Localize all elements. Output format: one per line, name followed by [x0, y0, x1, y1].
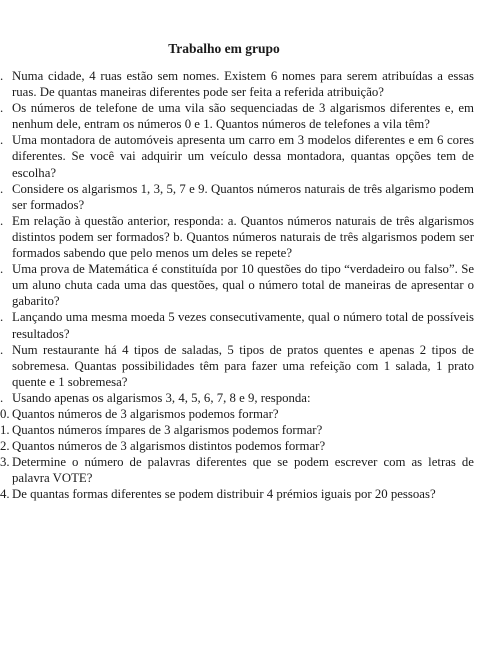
question-item — [0, 100, 478, 132]
question-text: Quantos números de 3 algarismos podemos formar? — [12, 406, 279, 421]
question-text: Quantos números de 3 algarismos distintos podemos formar? — [12, 439, 326, 454]
question-text: Numa cidade, 4 ruas estão sem nomes. Existem 6 nomes para serem atribuídas a essas ruas. De quantas maneiras diferentes pode ser feita a referida atribuição? — [12, 69, 474, 100]
question-text: Quantos números ímpares de 3 algarismos podemos formar? — [12, 423, 323, 438]
question-text: De quantas formas diferentes se podem distribuir 4 prémios iguais por 20 pessoas? — [12, 487, 436, 502]
question-number: 1. — [0, 423, 10, 438]
question-number: . — [0, 69, 4, 83]
question-number: 2. — [0, 439, 10, 454]
question-item — [0, 213, 478, 261]
question-item — [0, 454, 478, 486]
question-item — [0, 486, 478, 502]
question-number: . — [0, 262, 4, 277]
question-text: Considere os algarismos 1, 3, 5, 7 e 9. Quantos números naturais de três algarismo podem ser formados? — [12, 181, 474, 212]
question-text: Determine o número de palavras diferentes que se podem escrever com as letras de palavra VOTE? — [12, 455, 474, 486]
question-number: . — [0, 181, 4, 196]
question-item — [0, 422, 478, 438]
question-text: Lançando uma mesma moeda 5 vezes consecutivamente, qual o número total de possíveis resultados? — [12, 310, 474, 341]
question-text: Usando apenas os algarismos 3, 4, 5, 6, 7, 8 e 9, responda: — [12, 390, 311, 405]
question-list — [0, 68, 478, 503]
question-number: 4. — [0, 487, 10, 502]
question-number: . — [0, 213, 4, 228]
question-number: . — [0, 390, 4, 405]
question-item — [0, 438, 478, 454]
question-text: Uma prova de Matemática é constituída por 10 questões do tipo “verdadeiro ou falso”. Se um aluno chuta cada uma das questões, qual o número total de maneiras de apresentar o gabarito? — [12, 262, 474, 309]
question-item — [0, 406, 478, 422]
question-item — [0, 132, 478, 180]
question-item — [0, 68, 478, 100]
question-number: 0. — [0, 406, 10, 421]
question-number: 3. — [0, 455, 10, 470]
document-title: Trabalho em grupo — [168, 41, 280, 56]
question-number: . — [0, 342, 4, 357]
question-item — [0, 342, 478, 390]
question-item — [0, 309, 478, 341]
question-item — [0, 181, 478, 213]
question-number: . — [0, 101, 4, 116]
question-item — [0, 390, 478, 406]
question-number: . — [0, 310, 4, 325]
question-number: . — [0, 133, 4, 148]
question-text: Os números de telefone de uma vila são sequenciadas de 3 algarismos diferentes e, em nenhum dele, entram os números 0 e 1. Quantos números de telefones a vila têm? — [12, 101, 474, 132]
question-text: Uma montadora de automóveis apresenta um carro em 3 modelos diferentes e em 6 cores diferentes. Se você vai adquirir um veículo dessa montadora, quantas opções tem de escolha? — [12, 133, 474, 180]
question-text: Em relação à questão anterior, responda: a. Quantos números naturais de três algarismos distintos podem ser formados? b. Quantos números naturais de três algarismos podem ser formados sabendo que pelo menos um deles se repete? — [12, 213, 474, 261]
question-text: Num restaurante há 4 tipos de saladas, 5 tipos de pratos quentes e apenas 2 tipos de sobremesa. Quantas possibilidades têm para fazer uma refeição com 1 salada, 1 prato quente e 1 sobremesa? — [12, 342, 474, 389]
question-item — [0, 261, 478, 309]
